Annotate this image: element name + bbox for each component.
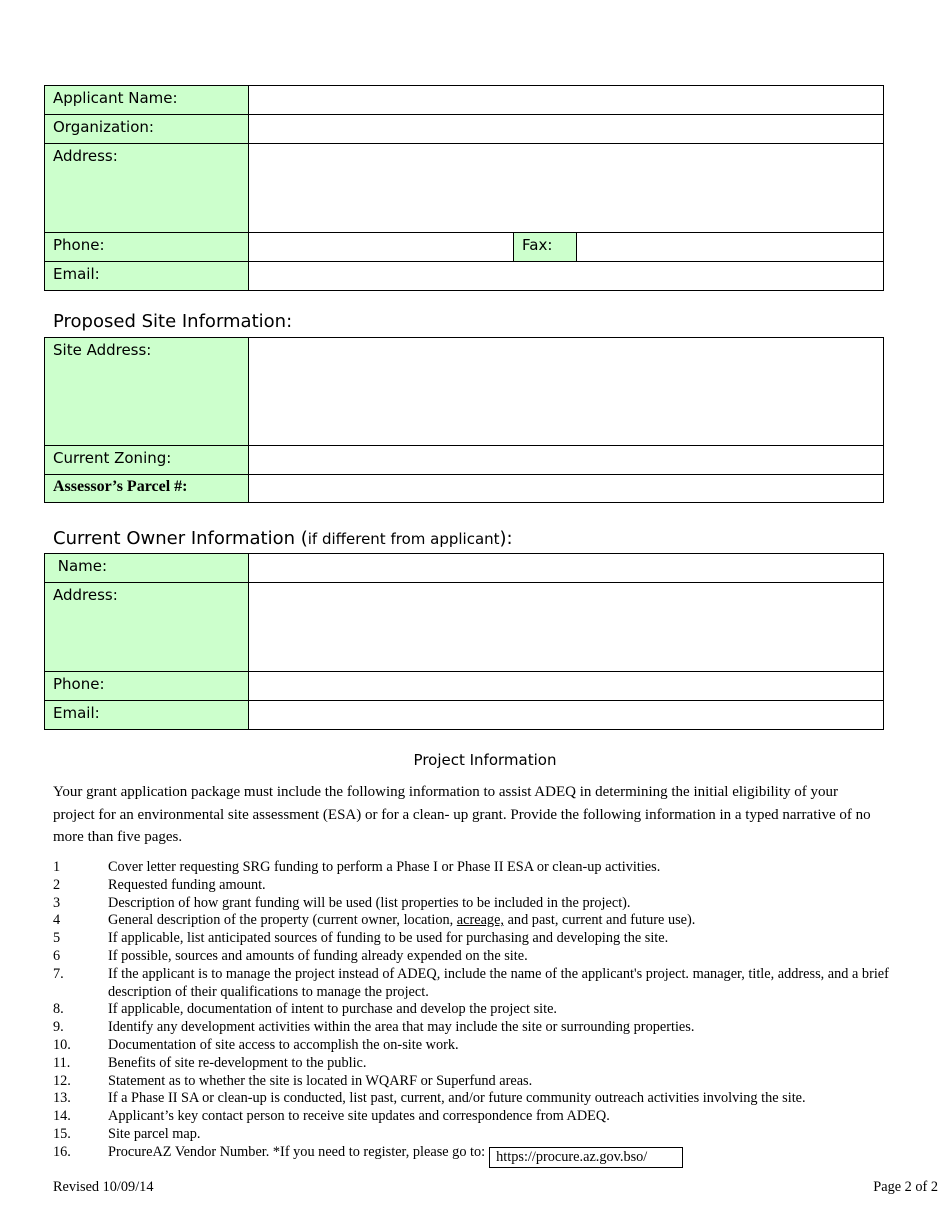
item-number: 16. bbox=[53, 1143, 71, 1160]
list-item bbox=[53, 1037, 933, 1055]
applicant-name-field[interactable] bbox=[249, 86, 884, 115]
item-number: 3 bbox=[53, 894, 61, 911]
project-info-title: Project Information bbox=[413, 751, 557, 769]
owner-address-field[interactable] bbox=[249, 583, 884, 672]
parcel-number-field[interactable] bbox=[249, 475, 884, 503]
item-text: Benefits of site re-development to the public. bbox=[108, 1054, 367, 1071]
item-number: 4 bbox=[53, 912, 61, 929]
page-number: Page 2 of 2 bbox=[873, 1179, 938, 1195]
list-item bbox=[53, 1001, 933, 1019]
item-text bbox=[108, 912, 933, 930]
item-text-a: General description of the property (current owner, location, bbox=[108, 912, 457, 929]
list-item bbox=[53, 1073, 933, 1091]
item-number: 5 bbox=[53, 930, 61, 947]
applicant-name-label: Applicant Name: bbox=[45, 86, 249, 115]
item-text: If applicable, documentation of intent to purchase and develop the project site. bbox=[108, 1001, 558, 1018]
applicant-phone-label: Phone: bbox=[45, 233, 249, 262]
list-item bbox=[53, 895, 933, 913]
list-item bbox=[53, 1144, 933, 1168]
list-item bbox=[53, 966, 933, 1002]
applicant-email-label: Email: bbox=[45, 262, 249, 291]
applicant-fax-label: Fax: bbox=[514, 233, 577, 262]
item-number: 14. bbox=[53, 1108, 71, 1125]
item-text-underlined: acreage, bbox=[456, 912, 504, 929]
list-item bbox=[53, 1019, 933, 1037]
applicant-address-field[interactable] bbox=[249, 144, 884, 233]
item-text-b: and past, current and future use). bbox=[504, 912, 696, 929]
organization-label: Organization: bbox=[45, 115, 249, 144]
item-text: Identify any development activities within the area that may include the site or surrounding properties. bbox=[108, 1019, 695, 1036]
item-text: Description of how grant funding will be used (list properties to be included in the project). bbox=[108, 894, 631, 911]
item-number: 1 bbox=[53, 859, 61, 875]
organization-field[interactable] bbox=[249, 115, 884, 144]
owner-phone-label: Phone: bbox=[45, 672, 249, 701]
revised-date: Revised 10/09/14 bbox=[53, 1179, 154, 1195]
list-item bbox=[53, 877, 933, 895]
item-text: If a Phase II SA or clean-up is conducted, list past, current, and/or future community outreach activities involving the site. bbox=[108, 1090, 806, 1107]
site-address-label: Site Address: bbox=[45, 338, 249, 446]
item-text: Cover letter requesting SRG funding to perform a Phase I or Phase II ESA or clean-up activities. bbox=[108, 859, 661, 875]
owner-address-label: Address: bbox=[45, 583, 249, 672]
vendor-number-text: ProcureAZ Vendor Number. *If you need to register, please go to: bbox=[108, 1143, 486, 1160]
owner-phone-field[interactable] bbox=[249, 672, 884, 701]
item-text: Site parcel map. bbox=[108, 1125, 201, 1142]
item-text: If applicable, list anticipated sources of funding to be used for purchasing and developing the site. bbox=[108, 930, 669, 947]
item-text bbox=[108, 1144, 933, 1168]
owner-section-heading bbox=[53, 528, 513, 549]
list-item bbox=[53, 1126, 933, 1144]
current-zoning-label: Current Zoning: bbox=[45, 446, 249, 475]
owner-heading-sub: if different from applicant bbox=[307, 530, 500, 548]
project-intro: Your grant application package must include the following information to assist ADEQ in determining the initial eligibility of your project for an environmental site assessment (ESA) or for a clean- up grant. Provide the following information in a typed narrative of no more than five pages. bbox=[53, 784, 871, 845]
owner-name-field[interactable] bbox=[249, 554, 884, 583]
site-address-field[interactable] bbox=[249, 338, 884, 446]
item-number: 8. bbox=[53, 1001, 64, 1018]
item-text: If the applicant is to manage the project instead of ADEQ, include the name of the applicant's project. manager, title, address, and a brief description of their qualifications to manage the project. bbox=[108, 965, 889, 1000]
item-number: 7. bbox=[53, 965, 64, 982]
site-section-heading: Proposed Site Information: bbox=[53, 311, 293, 332]
owner-heading-end: ): bbox=[499, 528, 513, 549]
owner-table bbox=[44, 553, 884, 730]
applicant-phone-field[interactable] bbox=[249, 233, 514, 262]
item-number: 13. bbox=[53, 1090, 71, 1107]
item-text: If possible, sources and amounts of funding already expended on the site. bbox=[108, 947, 528, 964]
owner-email-field[interactable] bbox=[249, 701, 884, 730]
item-number: 6 bbox=[53, 947, 61, 964]
applicant-email-field[interactable] bbox=[249, 262, 884, 291]
list-item bbox=[53, 1108, 933, 1126]
site-table bbox=[44, 337, 884, 503]
list-item bbox=[53, 1090, 933, 1108]
applicant-table bbox=[44, 85, 884, 291]
item-number: 2 bbox=[53, 876, 61, 893]
owner-name-label: Name: bbox=[45, 554, 249, 583]
applicant-address-label: Address: bbox=[45, 144, 249, 233]
applicant-fax-field[interactable] bbox=[577, 233, 884, 262]
owner-email-label: Email: bbox=[45, 701, 249, 730]
item-number: 10. bbox=[53, 1036, 71, 1053]
list-item bbox=[53, 930, 933, 948]
item-number: 12. bbox=[53, 1072, 71, 1089]
list-item bbox=[53, 948, 933, 966]
item-text: Statement as to whether the site is located in WQARF or Superfund areas. bbox=[108, 1072, 533, 1089]
procurement-url-link[interactable]: https://procure.az.gov.bso/ bbox=[489, 1147, 683, 1168]
item-text: Applicant’s key contact person to receive site updates and correspondence from ADEQ. bbox=[108, 1108, 610, 1125]
item-text: Documentation of site access to accomplish the on-site work. bbox=[108, 1036, 459, 1053]
item-number: 9. bbox=[53, 1019, 64, 1036]
item-number: 11. bbox=[53, 1054, 71, 1071]
parcel-number-label: Assessor’s Parcel #: bbox=[45, 475, 249, 503]
item-number: 15. bbox=[53, 1125, 71, 1142]
item-text: Requested funding amount. bbox=[108, 876, 266, 893]
list-item bbox=[53, 912, 933, 930]
list-item bbox=[53, 859, 933, 877]
owner-heading-main: Current Owner Information ( bbox=[53, 528, 308, 549]
current-zoning-field[interactable] bbox=[249, 446, 884, 475]
list-item bbox=[53, 1055, 933, 1073]
requirements-list bbox=[53, 859, 933, 1168]
